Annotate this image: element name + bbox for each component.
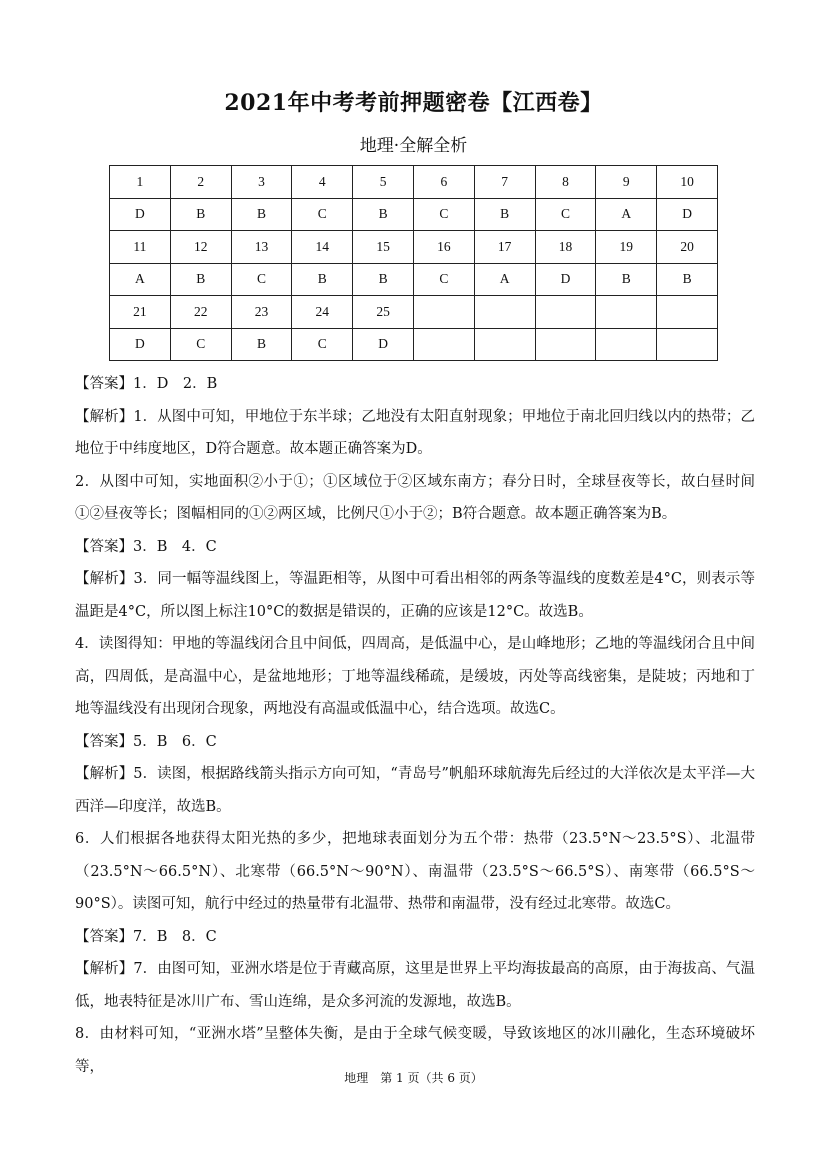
table-cell: A <box>596 198 657 231</box>
table-cell: 5 <box>353 166 414 199</box>
table-cell <box>535 296 596 329</box>
table-cell: D <box>535 263 596 296</box>
table-cell: C <box>170 328 231 361</box>
table-cell: 11 <box>110 231 171 264</box>
analysis-paragraph-2: 2．从图中可知，实地面积②小于①；①区域位于②区域东南方；春分日时，全球昼夜等长，故白昼时间①②昼夜等长；图幅相同的①②两区域，比例尺①小于②；B符合题意。故本题正确答案为B。 <box>75 473 755 522</box>
table-cell: B <box>657 263 718 296</box>
table-cell: B <box>353 263 414 296</box>
table-cell: 8 <box>535 166 596 199</box>
table-cell: B <box>292 263 353 296</box>
table-cell: B <box>231 198 292 231</box>
table-cell <box>535 328 596 361</box>
table-cell: 25 <box>353 296 414 329</box>
table-cell: 24 <box>292 296 353 329</box>
table-cell: 14 <box>292 231 353 264</box>
table-row <box>110 263 718 296</box>
table-cell: 16 <box>413 231 474 264</box>
table-cell: A <box>110 263 171 296</box>
table-cell: 2 <box>170 166 231 199</box>
answer-line-7-8: 【答案】7．B 8．C <box>75 928 217 945</box>
table-cell: 20 <box>657 231 718 264</box>
table-cell <box>413 296 474 329</box>
table-cell: 22 <box>170 296 231 329</box>
answer-table <box>109 165 718 361</box>
table-cell: C <box>413 198 474 231</box>
document-title: 2021年中考考前押题密卷【江西卷】 <box>224 90 603 116</box>
table-cell: 6 <box>413 166 474 199</box>
table-cell: 3 <box>231 166 292 199</box>
table-cell: 18 <box>535 231 596 264</box>
table-cell: 23 <box>231 296 292 329</box>
table-cell: 15 <box>353 231 414 264</box>
table-cell: B <box>170 198 231 231</box>
table-cell: B <box>170 263 231 296</box>
table-cell <box>413 328 474 361</box>
analysis-paragraph-3: 【解析】3．同一幅等温线图上，等温距相等，从图中可看出相邻的两条等温线的度数差是4°C，则表示等温距是4°C，所以图上标注10°C的数据是错误的，正确的应该是12°C。故选B。 <box>75 571 755 620</box>
answer-table-body <box>110 166 718 361</box>
table-cell: 7 <box>474 166 535 199</box>
analysis-paragraph-5: 【解析】5．读图，根据路线箭头指示方向可知，“青岛号”帆船环球航海先后经过的大洋依次是太平洋—大西洋—印度洋，故选B。 <box>75 766 755 815</box>
table-cell: D <box>110 198 171 231</box>
analysis-paragraph-4: 4．读图得知：甲地的等温线闭合且中间低，四周高，是低温中心，是山峰地形；乙地的等温线闭合且中间高，四周低，是高温中心，是盆地地形；丁地等温线稀疏，是缓坡，丙处等高线密集，是陡坡；丙地和丁地等温线没有出现闭合现象，两地没有高温或低温中心，结合选项。故选C。 <box>75 636 755 717</box>
table-cell: C <box>231 263 292 296</box>
document-subtitle: 地理·全解全析 <box>359 136 468 156</box>
explanation-body <box>75 368 755 1083</box>
answer-line-3-4: 【答案】3．B 4．C <box>75 538 217 555</box>
table-cell: A <box>474 263 535 296</box>
table-cell: 12 <box>170 231 231 264</box>
table-cell: 10 <box>657 166 718 199</box>
analysis-paragraph-1: 【解析】1．从图中可知，甲地位于东半球；乙地没有太阳直射现象；甲地位于南北回归线以内的热带；乙地位于中纬度地区，D符合题意。故本题正确答案为D。 <box>75 408 755 457</box>
analysis-paragraph-7: 【解析】7．由图可知，亚洲水塔是位于青藏高原，这里是世界上平均海拔最高的高原，由于海拔高、气温低，地表特征是冰川广布、雪山连绵，是众多河流的发源地，故选B。 <box>75 961 755 1010</box>
table-cell: D <box>110 328 171 361</box>
analysis-paragraph-8: 8．由材料可知，“亚洲水塔”呈整体失衡，是由于全球气候变暖，导致该地区的冰川融化，生态环境破坏等， <box>75 1026 755 1075</box>
page-footer: 地理 第 1 页（共 6 页） <box>344 1071 483 1085</box>
table-cell: C <box>292 198 353 231</box>
table-cell <box>596 328 657 361</box>
table-cell: 9 <box>596 166 657 199</box>
table-cell: 1 <box>110 166 171 199</box>
table-cell: C <box>413 263 474 296</box>
table-cell: D <box>657 198 718 231</box>
answer-line-5-6: 【答案】5．B 6．C <box>75 733 217 750</box>
table-row <box>110 166 718 199</box>
table-cell: 19 <box>596 231 657 264</box>
table-row <box>110 328 718 361</box>
table-cell: B <box>231 328 292 361</box>
table-cell <box>474 296 535 329</box>
table-cell: 4 <box>292 166 353 199</box>
table-cell: B <box>474 198 535 231</box>
answer-line-1-2: 【答案】1．D 2．B <box>75 376 218 392</box>
table-cell <box>596 296 657 329</box>
table-row <box>110 296 718 329</box>
table-row <box>110 231 718 264</box>
table-cell <box>474 328 535 361</box>
table-row <box>110 198 718 231</box>
analysis-paragraph-6: 6．人们根据各地获得太阳光热的多少，把地球表面划分为五个带：热带（23.5°N～23.5°S）、北温带（23.5°N～66.5°N）、北寒带（66.5°N～90°N）、南温带（23.5°S～66.5°S）、南寒带（66.5°S～90°S）。读图可知，航行中经过的热量带有北温带、热带和南温带，没有经过北寒带。故选C。 <box>75 831 755 912</box>
table-cell: C <box>535 198 596 231</box>
table-cell: B <box>596 263 657 296</box>
table-cell: 17 <box>474 231 535 264</box>
table-cell: 13 <box>231 231 292 264</box>
table-cell: B <box>353 198 414 231</box>
table-cell: 21 <box>110 296 171 329</box>
table-cell: C <box>292 328 353 361</box>
table-cell <box>657 296 718 329</box>
table-cell <box>657 328 718 361</box>
table-cell: D <box>353 328 414 361</box>
